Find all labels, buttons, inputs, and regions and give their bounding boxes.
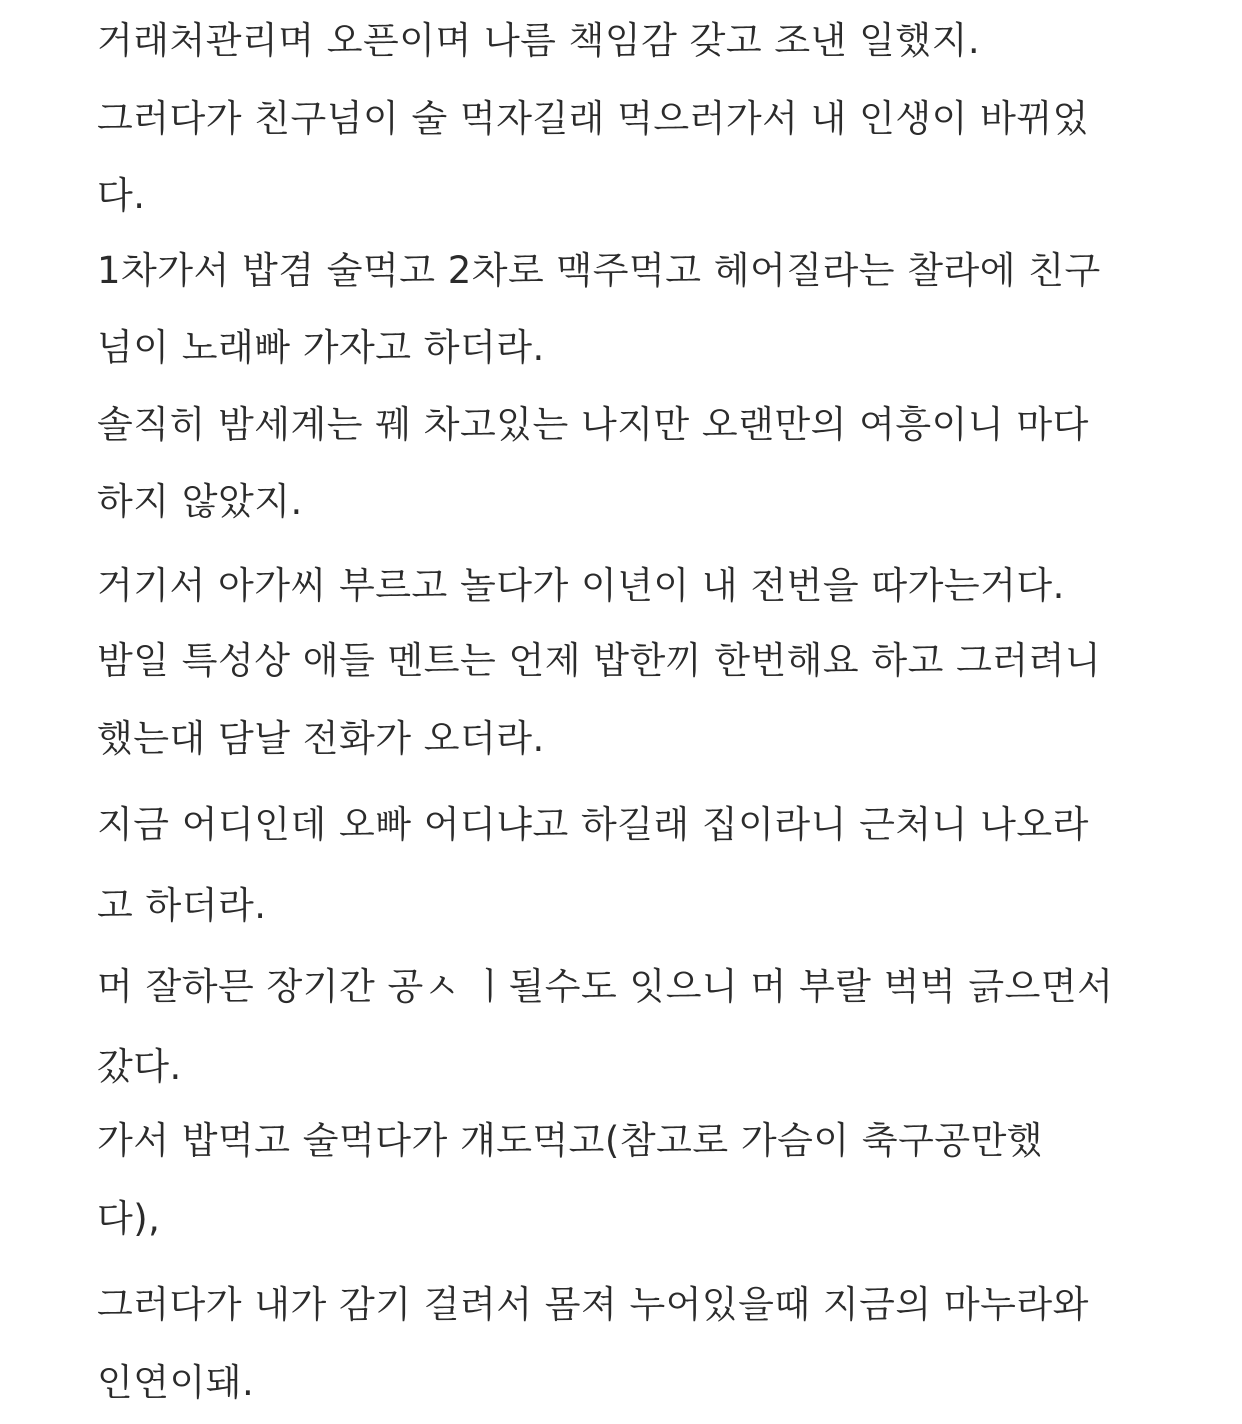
- text-line: 고 하더라.: [97, 884, 267, 927]
- text-line: 그러다가 친구넘이 술 먹자길래 먹으러가서 내 인생이 바뀌었: [97, 97, 1089, 140]
- text-line: 가서 밥먹고 술먹다가 걔도먹고(참고로 가슴이 축구공만했: [97, 1119, 1044, 1162]
- text-line: 했는대 담날 전화가 오더라.: [97, 717, 545, 760]
- text-line: 거기서 아가씨 부르고 놀다가 이년이 내 전번을 따가는거다.: [97, 564, 1065, 607]
- text-line: 하지 않았지.: [97, 480, 303, 523]
- text-line: 인연이돼.: [97, 1361, 255, 1404]
- text-line: 그러다가 내가 감기 걸려서 몸져 누어있을때 지금의 마누라와: [97, 1283, 1089, 1326]
- text-line: 지금 어디인데 오빠 어디냐고 하길래 집이라니 근처니 나오라: [97, 803, 1089, 846]
- text-line: 넘이 노래빠 가자고 하더라.: [97, 326, 545, 369]
- text-line: 머 잘하믄 장기간 공ㅅ ㅣ될수도 잇으니 머 부랄 벅벅 긁으면서: [97, 965, 1114, 1008]
- text-line: 1차가서 밥겸 술먹고 2차로 맥주먹고 헤어질라는 찰라에 친구: [97, 249, 1101, 292]
- text-line: 밤일 특성상 애들 멘트는 언제 밥한끼 한번해요 하고 그러려니: [97, 639, 1102, 682]
- text-line: 다),: [97, 1197, 161, 1240]
- text-line: 다.: [97, 174, 146, 217]
- text-line: 거래처관리며 오픈이며 나름 책임감 갖고 조낸 일했지.: [97, 19, 981, 62]
- text-line: 솔직히 밤세계는 꿰 차고있는 나지만 오랜만의 여흥이니 마다: [97, 403, 1089, 446]
- text-line: 갔다.: [97, 1045, 182, 1088]
